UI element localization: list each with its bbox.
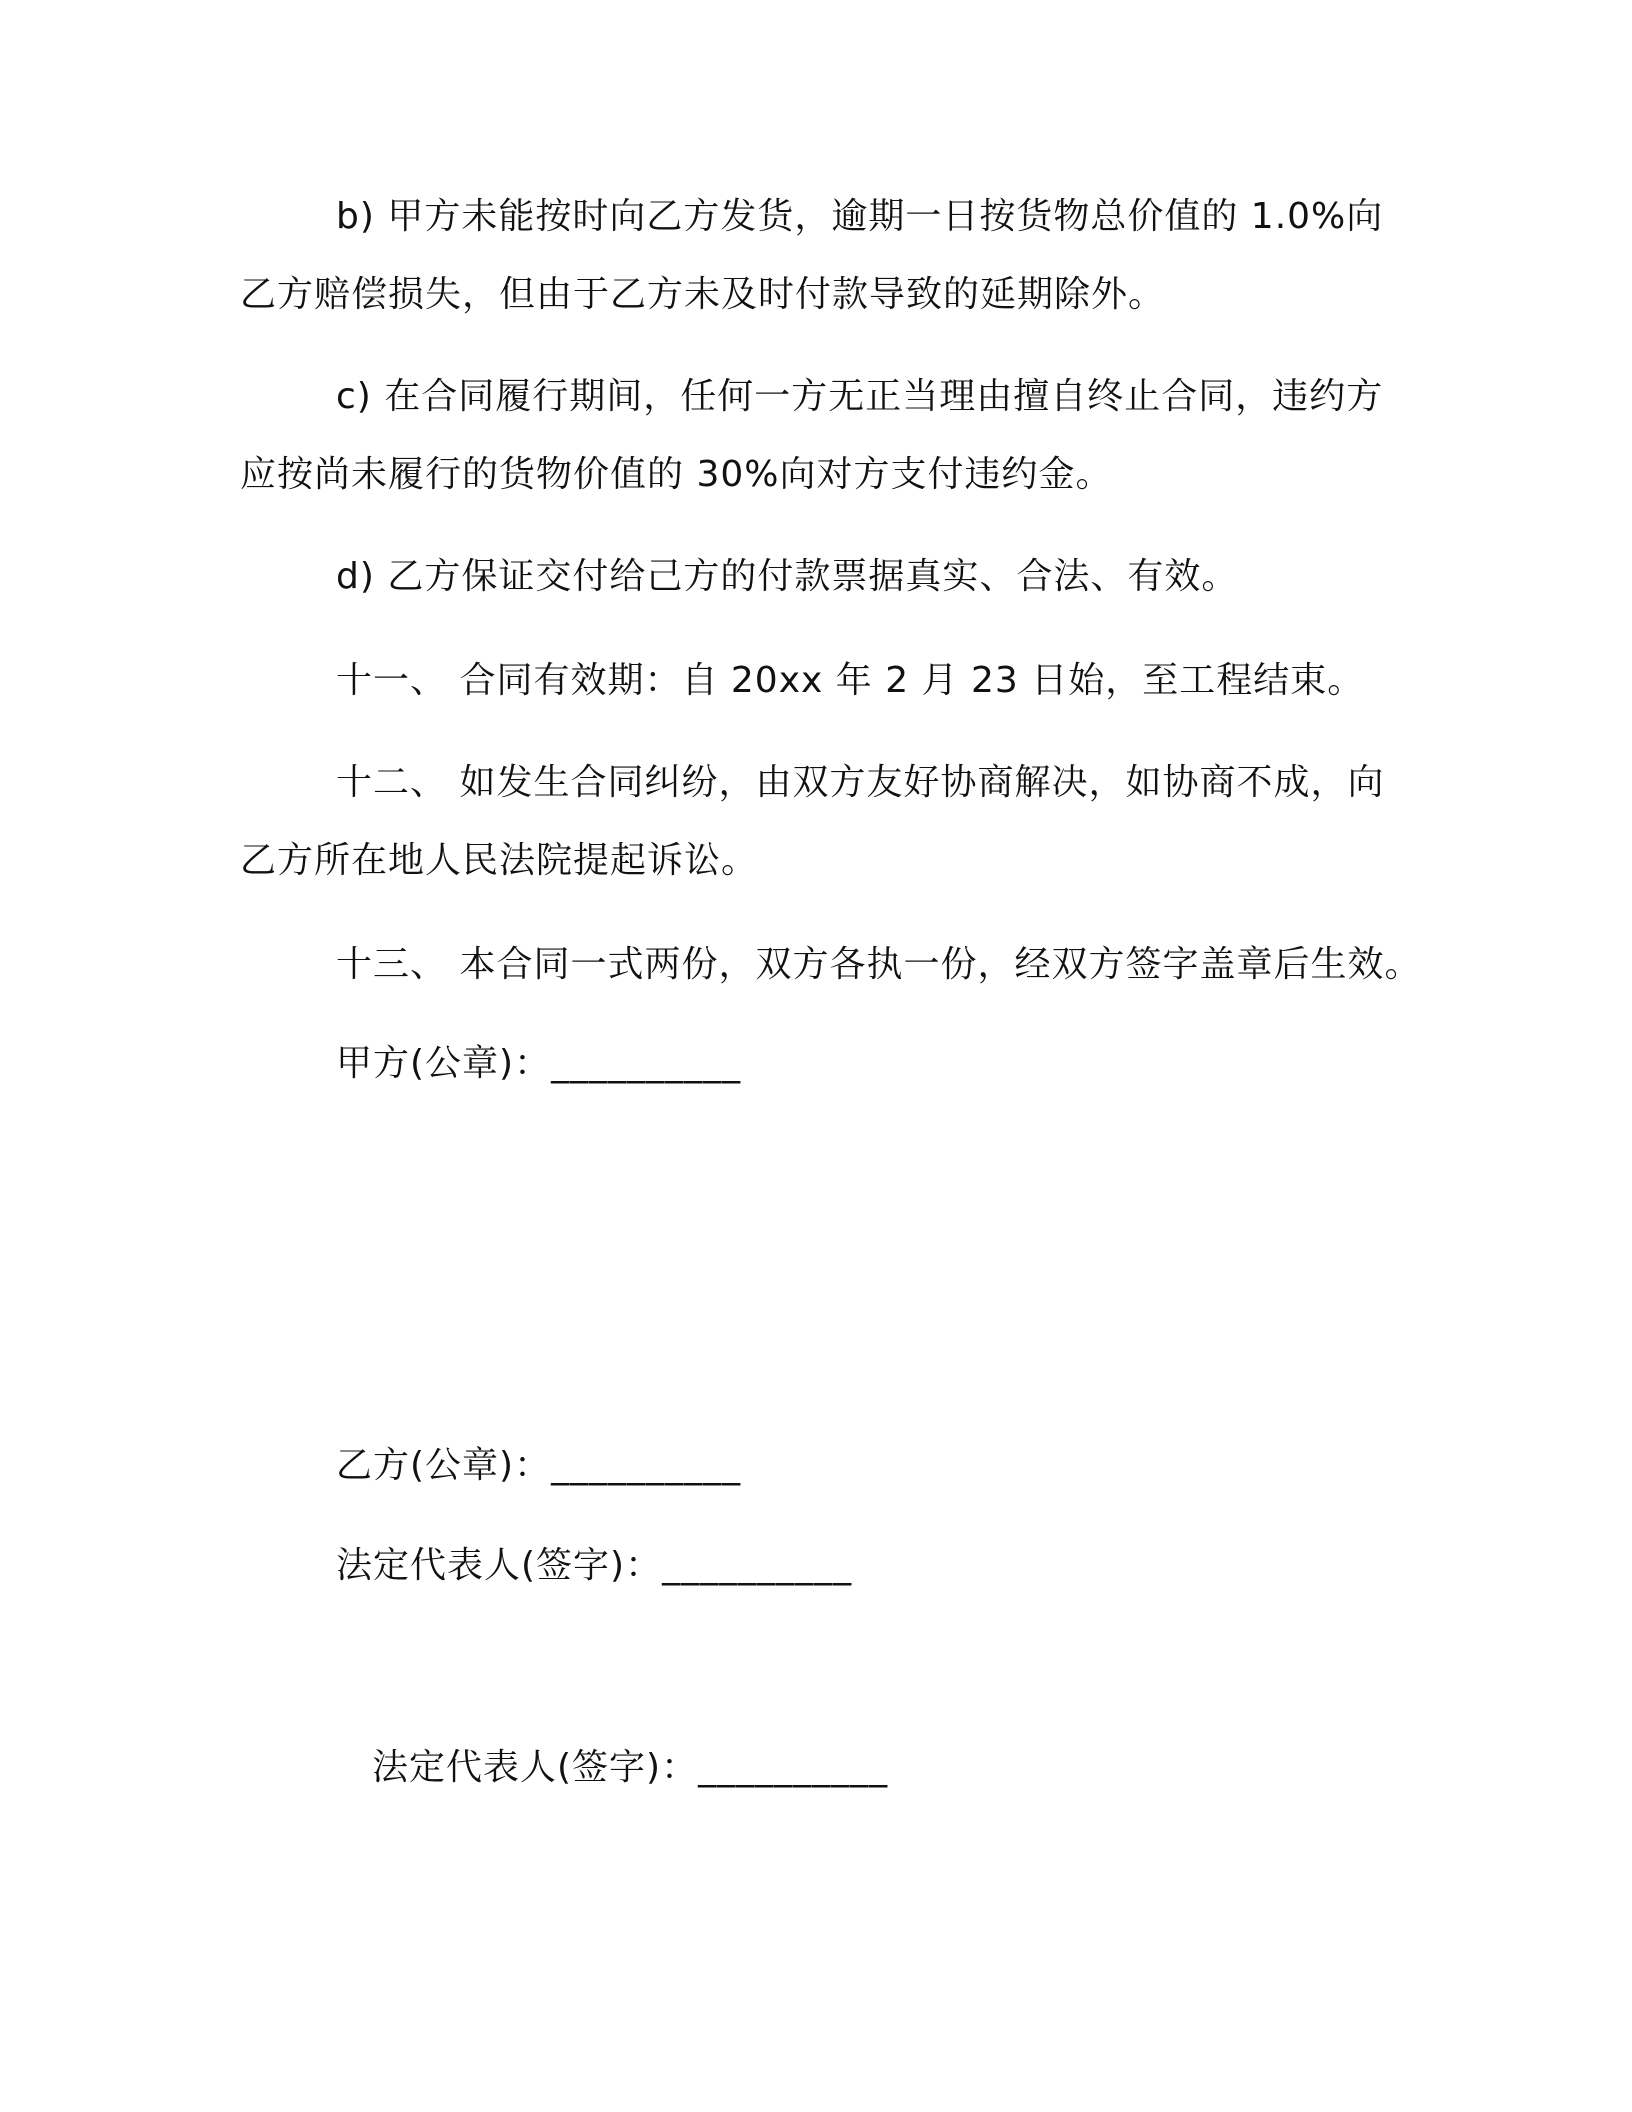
party-a-seal-field: 甲方(公章)：__________ bbox=[336, 1043, 742, 1084]
clause-b-line-2: 乙方赔偿损失，但由于乙方未及时付款导致的延期除外。 bbox=[240, 274, 1166, 315]
clause-c-line-1: c) 在合同履行期间，任何一方无正当理由擅自终止合同，违约方 bbox=[336, 376, 1384, 417]
clause-b-line-1: b) 甲方未能按时向乙方发货，逾期一日按货物总价值的 1.0%向 bbox=[336, 196, 1384, 237]
clause-twelve-line-1: 十二、 如发生合同纠纷，由双方友好协商解决，如协商不成，向 bbox=[336, 762, 1385, 803]
clause-thirteen bbox=[240, 926, 1420, 1004]
clause-c-line-2: 应按尚未履行的货物价值的 30%向对方支付违约金。 bbox=[240, 454, 1113, 495]
legal-representative-signature-1: 法定代表人(签字)：__________ bbox=[336, 1545, 853, 1586]
party-b-seal-field: 乙方(公章)：__________ bbox=[336, 1445, 742, 1486]
legal-representative-signature-2: 法定代表人(签字)：__________ bbox=[372, 1747, 889, 1788]
clause-eleven-line: 十一、 合同有效期：自 20xx 年 2 月 23 日始，至工程结束。 bbox=[336, 660, 1365, 701]
clause-b bbox=[240, 178, 1420, 334]
clause-c bbox=[240, 358, 1420, 514]
clause-eleven bbox=[240, 642, 1420, 720]
clause-twelve bbox=[240, 744, 1420, 900]
clause-thirteen-line: 十三、 本合同一式两份，双方各执一份，经双方签字盖章后生效。 bbox=[336, 944, 1422, 985]
clause-d-line-1: d) 乙方保证交付给己方的付款票据真实、合法、有效。 bbox=[336, 556, 1239, 597]
clause-d bbox=[240, 538, 1420, 616]
clause-twelve-line-2: 乙方所在地人民法院提起诉讼。 bbox=[240, 840, 759, 881]
